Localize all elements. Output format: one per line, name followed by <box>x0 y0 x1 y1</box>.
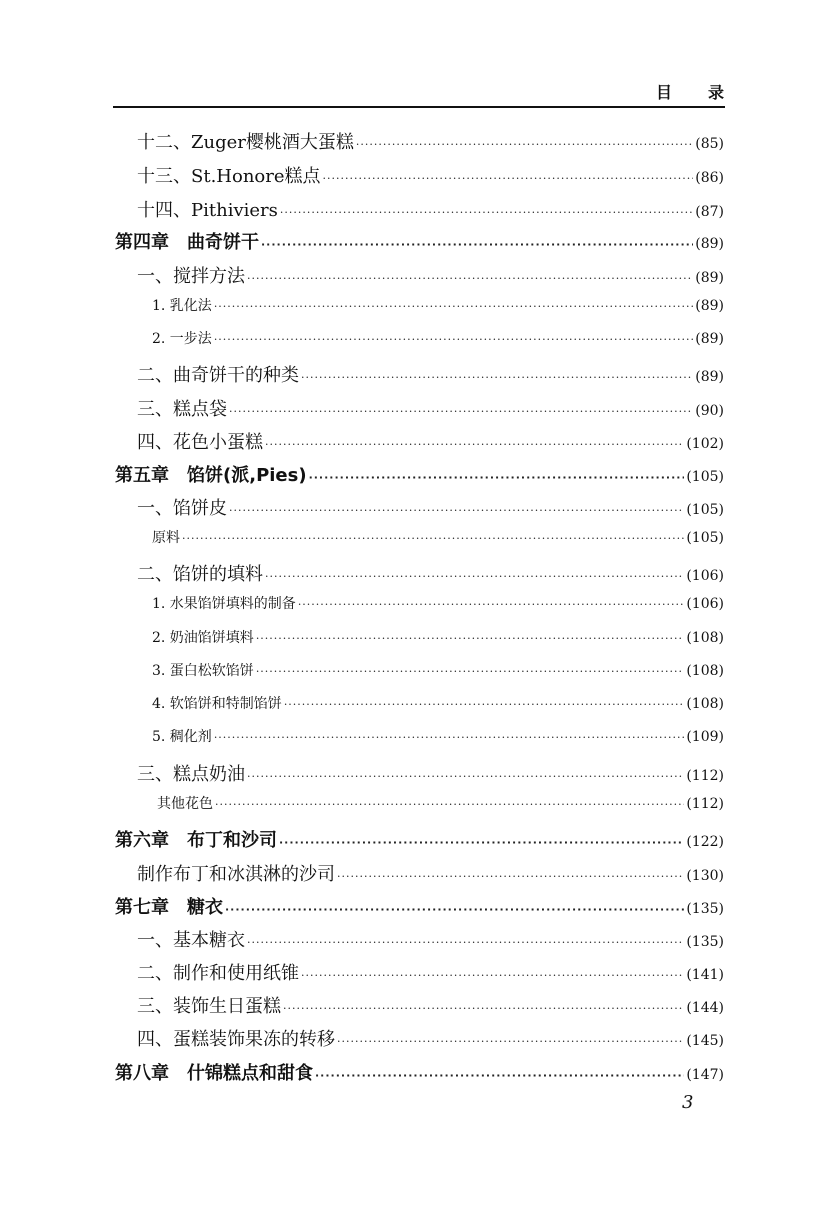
toc-entry-page: (145) <box>686 1033 724 1049</box>
toc-leader-dots <box>214 333 693 346</box>
toc-entry-page: (87) <box>695 204 724 220</box>
toc-leader-dots <box>214 300 693 313</box>
toc-leader-dots <box>283 1002 684 1015</box>
running-header <box>113 78 760 106</box>
toc-entry-label: 四、花色小蛋糕 <box>137 432 263 453</box>
toc-leader-dots <box>229 504 684 517</box>
toc-entry <box>137 494 724 520</box>
toc-entry <box>137 926 724 952</box>
header-rule <box>113 106 725 108</box>
toc-entry-label: 十二、Zuger樱桃酒大蛋糕 <box>137 132 354 153</box>
toc-entry <box>137 428 724 454</box>
toc-entry <box>152 627 724 647</box>
toc-entry-label: 第七章 糖衣 <box>115 897 223 918</box>
toc-leader-dots <box>247 936 684 949</box>
toc-entry-label: 第六章 布丁和沙司 <box>115 830 277 851</box>
toc-entry-page: (89) <box>695 270 724 286</box>
toc-entry-page: (122) <box>686 834 724 850</box>
toc-entry-page: (105) <box>686 502 724 518</box>
toc-entry <box>152 726 724 746</box>
toc-leader-dots <box>256 665 685 678</box>
toc-leader-dots <box>279 836 684 849</box>
toc-entry <box>137 395 724 421</box>
toc-leader-dots <box>182 532 684 545</box>
toc-leader-dots <box>315 1069 684 1082</box>
toc-entry <box>137 196 724 222</box>
page-number: 3 <box>682 1092 694 1113</box>
toc-entry-page: (108) <box>686 696 724 712</box>
toc-leader-dots <box>356 138 693 151</box>
toc-entry-page: (112) <box>686 768 724 784</box>
toc-entry-page: (106) <box>686 596 724 612</box>
toc-leader-dots <box>261 238 693 251</box>
toc-entry <box>115 461 724 487</box>
toc-leader-dots <box>225 903 684 916</box>
toc-entry-label: 一、馅饼皮 <box>137 498 227 519</box>
toc-leader-dots <box>309 471 685 484</box>
toc-entry-label: 1. 水果馅饼填料的制备 <box>152 596 296 612</box>
toc-entry <box>152 295 724 315</box>
toc-leader-dots <box>265 570 684 583</box>
toc-entry-label: 一、基本糖衣 <box>137 930 245 951</box>
toc-entry-label: 十三、St.Honore糕点 <box>137 166 321 187</box>
toc-leader-dots <box>247 770 684 783</box>
toc-entry-page: (105) <box>686 469 724 485</box>
toc-leader-dots <box>323 172 694 185</box>
toc-entry-page: (106) <box>686 568 724 584</box>
toc-leader-dots <box>298 598 685 611</box>
toc-entry-label: 二、曲奇饼干的种类 <box>137 365 299 386</box>
toc-entry-page: (90) <box>695 403 724 419</box>
toc-entry-page: (89) <box>695 331 724 347</box>
toc-entry-page: (108) <box>686 663 724 679</box>
toc-entry-page: (141) <box>686 967 724 983</box>
toc-leader-dots <box>215 798 684 811</box>
toc-entry <box>137 860 724 886</box>
toc-entry-label: 第八章 什锦糕点和甜食 <box>115 1063 313 1084</box>
toc-entry-label: 二、馅饼的填料 <box>137 564 263 585</box>
toc-entry <box>115 893 724 919</box>
toc-entry <box>137 1025 724 1051</box>
toc-entry-label: 十四、Pithiviers <box>137 200 278 221</box>
toc-leader-dots <box>256 632 685 645</box>
toc-entry-label: 2. 一步法 <box>152 331 212 347</box>
toc-entry-label: 第五章 馅饼(派,Pies) <box>115 465 307 486</box>
toc-entry-page: (112) <box>686 796 724 812</box>
toc-entry-page: (108) <box>686 630 724 646</box>
toc-entry-label: 制作布丁和冰淇淋的沙司 <box>137 864 335 885</box>
toc-entry-label: 第四章 曲奇饼干 <box>115 232 259 253</box>
toc-entry-page: (89) <box>695 236 724 252</box>
toc-entry-label: 其他花色 <box>157 796 213 812</box>
toc-entry-page: (86) <box>695 170 724 186</box>
toc-entry-page: (85) <box>695 136 724 152</box>
toc-leader-dots <box>214 731 685 744</box>
toc-entry-page: (102) <box>686 436 724 452</box>
toc-entry-page: (147) <box>686 1067 724 1083</box>
toc-leader-dots <box>301 371 693 384</box>
toc-entry <box>137 992 724 1018</box>
toc-leader-dots <box>280 206 693 219</box>
toc-entry <box>152 660 724 680</box>
toc-entry-label: 1. 乳化法 <box>152 298 212 314</box>
toc-entry-label: 二、制作和使用纸锥 <box>137 963 299 984</box>
toc-entry <box>152 593 724 613</box>
toc-entry-page: (89) <box>695 369 724 385</box>
toc-entry <box>137 262 724 288</box>
toc-entry-page: (144) <box>686 1000 724 1016</box>
toc-entry <box>137 760 724 786</box>
toc-leader-dots <box>265 438 684 451</box>
toc-entry-label: 三、糕点袋 <box>137 399 227 420</box>
toc-entry-label: 3. 蛋白松软馅饼 <box>152 663 254 679</box>
toc-entry <box>137 128 724 154</box>
toc-entry-page: (109) <box>686 729 724 745</box>
toc-entry-label: 4. 软馅饼和特制馅饼 <box>152 696 282 712</box>
toc-leader-dots <box>337 1035 684 1048</box>
toc-entry <box>152 328 724 348</box>
toc-entry-label: 四、蛋糕装饰果冻的转移 <box>137 1029 335 1050</box>
toc-leader-dots <box>301 969 684 982</box>
toc-leader-dots <box>229 405 693 418</box>
toc-entry <box>115 1059 724 1085</box>
toc-entry <box>152 527 724 547</box>
toc-entry <box>152 693 724 713</box>
toc-entry-page: (130) <box>686 868 724 884</box>
toc-entry-page: (105) <box>686 530 724 546</box>
toc-entry-label: 一、搅拌方法 <box>137 266 245 287</box>
header-title: 目录 <box>655 83 760 102</box>
toc-entry <box>115 826 724 852</box>
toc-entry <box>157 793 724 813</box>
toc-leader-dots <box>247 272 693 285</box>
toc-entry <box>137 162 724 188</box>
toc-leader-dots <box>337 870 684 883</box>
toc-entry-page: (135) <box>686 901 724 917</box>
toc-entry-label: 5. 稠化剂 <box>152 729 212 745</box>
toc-entry-label: 三、糕点奶油 <box>137 764 245 785</box>
toc-entry-page: (89) <box>695 298 724 314</box>
toc-entry-label: 三、装饰生日蛋糕 <box>137 996 281 1017</box>
toc-leader-dots <box>284 698 685 711</box>
toc-entry <box>137 959 724 985</box>
toc-entry <box>137 560 724 586</box>
toc-entry-label: 2. 奶油馅饼填料 <box>152 630 254 646</box>
toc-entry-label: 原料 <box>152 530 180 546</box>
toc-entry-page: (135) <box>686 934 724 950</box>
toc-entry <box>137 361 724 387</box>
toc-entry <box>115 228 724 254</box>
